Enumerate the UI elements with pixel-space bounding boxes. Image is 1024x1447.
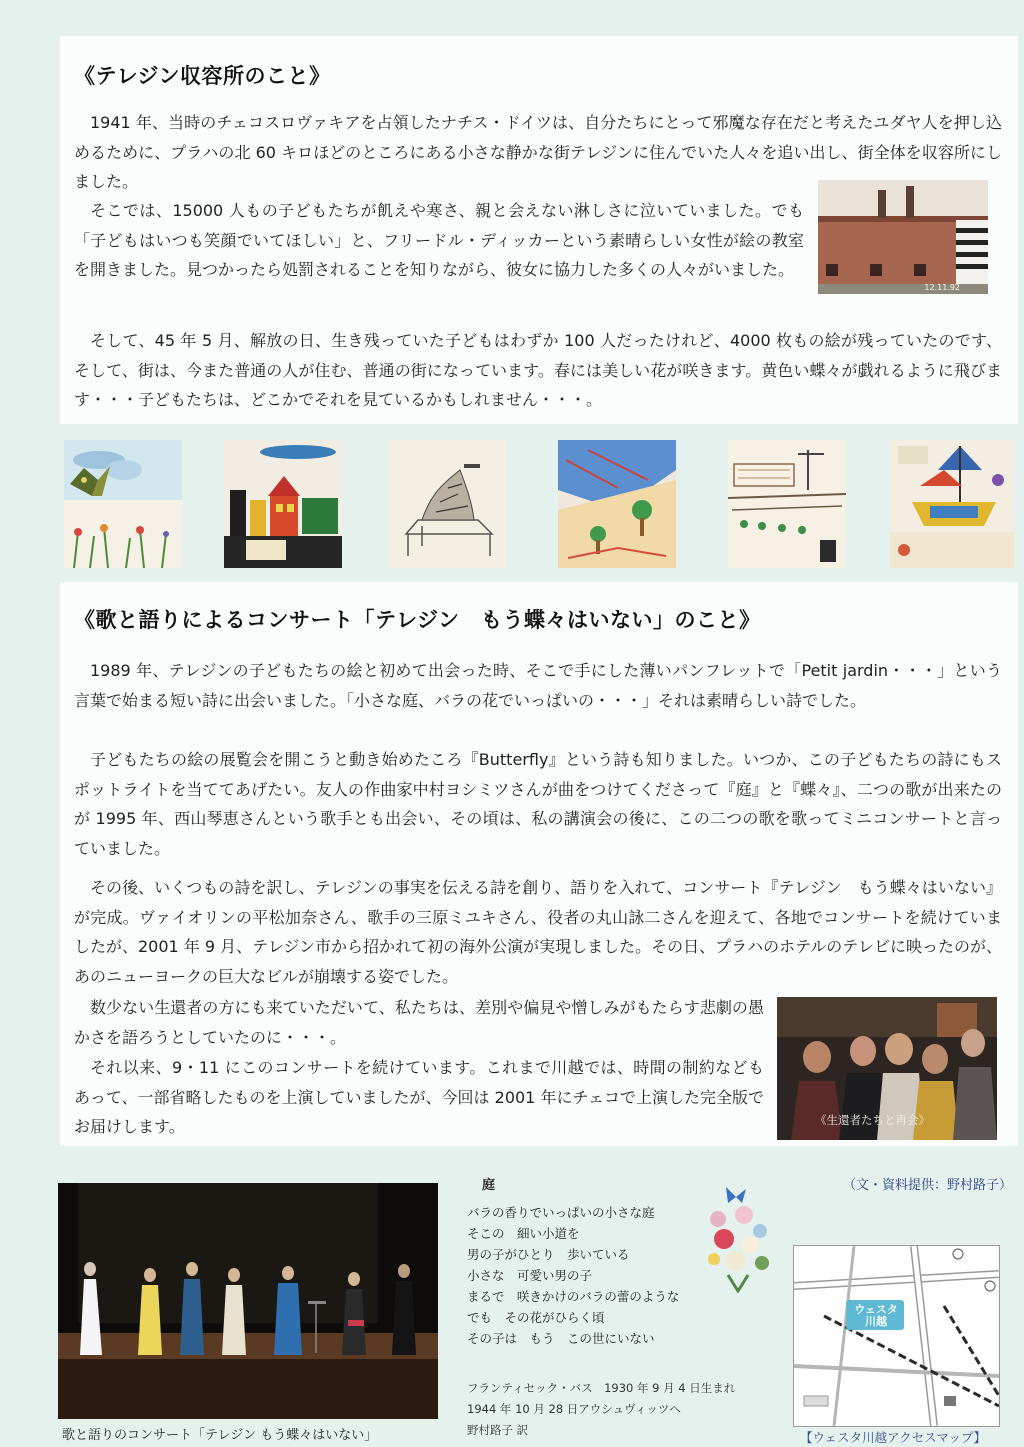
children-drawing-town bbox=[728, 440, 846, 568]
poem-line: バラの香りでいっぱいの小さな庭 bbox=[467, 1205, 655, 1220]
poem-line: 小さな 可愛い男の子 bbox=[467, 1268, 593, 1283]
flower-bouquet-image bbox=[698, 1183, 778, 1293]
terezin-paragraph-2: そこでは、15000 人もの子どもたちが飢えや寒さ、親と会えない淋しさに泣いていました。でも「子どもはいつも笑顔でいてほしい」と、フリードル・ディッカーという素晴らしい女性が絵の教室を開きました。見つかったら処罰されることを知りながら、彼女に協力した多くの人々がいました。 bbox=[74, 201, 804, 279]
children-drawing-house bbox=[224, 440, 342, 568]
poem-title: 庭 bbox=[482, 1178, 496, 1193]
concert-paragraph-5: それ以来、9・11 にこのコンサートを続けています。これまで川越では、時間の制約などもあって、一部省略したものを上演していましたが、今回は 2001 年にチェコで上演した完全版でお届けします。 bbox=[74, 1058, 764, 1136]
terezin-paragraph-3: そして、45 年 5 月、解放の日、生き残っていた子どもはわずか 100 人だったけれど、4000 枚もの絵が残っていたのです、そして、街は、今また普通の人が住む、普通の街になっています。春には美しい花が咲きます。黄色い蝶々が戯れるように飛びます・・・子どもたちは、どこかでそれを見ているかもしれません・・・。 bbox=[74, 331, 1002, 409]
stage-photo-caption: 歌と語りのコンサート「テレジン もう蝶々はいない」 bbox=[62, 1428, 378, 1443]
concert-paragraph-3: その後、いくつもの詩を訳し、テレジンの事実を伝える詩を創り、語りを入れて、コンサート『テレジン もう蝶々はいない』が完成。ヴァイオリンの平松加奈さん、歌手の三原ミユキさん、役者の丸山詠二さんを迎えて、各地でコンサートを続けていましたが、2001 年 9 月、テレジン市から招かれて初の海外公演が実現しました。その日、プラハのホテルのテレビに映ったのが、あのニューヨークの巨大なビルが崩壊する姿でした。 bbox=[74, 878, 1002, 986]
access-map bbox=[793, 1245, 1000, 1427]
poem-line: 男の子がひとり 歩いている bbox=[467, 1247, 630, 1262]
poem-line: でも その花がひらく頃 bbox=[467, 1310, 605, 1325]
terezin-paragraph-1: 1941 年、当時のチェコスロヴァキアを占領したナチス・ドイツは、自分たちにとって邪魔な存在だと考えたユダヤ人を押し込めるために、プラハの北 60 キロほどのところにある小さな静かな街テレジンに住んでいた人々を追い出し、街全体を収容所にしました。 bbox=[74, 113, 1002, 191]
concert-paragraph-1: 1989 年、テレジンの子どもたちの絵と初めて出会った時、そこで手にした薄いパンフレットで「Petit jardin・・・」という言葉で始まる短い詩に出会いました。「小さな庭、バラの花でいっぱいの・・・」それは素晴らしい詩でした。 bbox=[74, 661, 1002, 710]
terezin-building-photo bbox=[818, 180, 988, 294]
poem-line: その子は もう この世にいない bbox=[467, 1331, 655, 1346]
terezin-title: 《テレジン収容所のこと》 bbox=[74, 63, 331, 88]
poem-line: まるで 咲きかけのバラの蕾のような bbox=[467, 1289, 680, 1304]
reunion-caption: 《生還者たちと再会》 bbox=[815, 1113, 930, 1127]
poem-line: そこの 細い小道を bbox=[467, 1226, 580, 1241]
children-drawing-table bbox=[388, 440, 506, 568]
concert-paragraph-4: 数少ない生還者の方にも来ていただいて、私たちは、差別や偏見や憎しみがもたらす悲劇の愚かさを語ろうとしていたのに・・・。 bbox=[74, 998, 764, 1047]
concert-title: 《歌と語りによるコンサート「テレジン もう蝶々はいない」のこと》 bbox=[74, 607, 761, 632]
concert-paragraph-2: 子どもたちの絵の展覧会を開こうと動き始めたころ『Butterfly』という詩も知りました。いつか、この子どもたちの詩にもスポットライトを当ててあげたい。友人の作曲家中村ヨシミツさんが曲をつけてくださって『庭』と『蝶々』、二つの歌が出来たのが 1995 年、西山琴恵さんという歌手とも出会い、その頃は、私の講演会の後に、この二つの歌を歌ってミニコンサートと言っていました。 bbox=[74, 750, 1002, 858]
poem-translator: 野村路子 訳 bbox=[467, 1423, 529, 1437]
access-map-caption: 【ウェスタ川越アクセスマップ】 bbox=[800, 1430, 987, 1445]
photo-date-stamp: 12.11.92 bbox=[924, 283, 960, 292]
map-venue-label: ウェスタ川越 bbox=[854, 1303, 898, 1328]
source-credit: （文・資料提供：野村路子） bbox=[843, 1178, 1013, 1193]
children-drawing-landscape bbox=[558, 440, 676, 568]
poem-author-fate: 1944 年 10 月 28 日アウシュヴィッツへ bbox=[467, 1402, 681, 1416]
poem-author-credit: フランティセック・バス 1930 年 9 月 4 日生まれ bbox=[467, 1381, 736, 1395]
concert-stage-photo bbox=[58, 1183, 438, 1419]
children-drawing-ship bbox=[890, 440, 1014, 568]
children-drawing-butterfly bbox=[64, 440, 182, 568]
